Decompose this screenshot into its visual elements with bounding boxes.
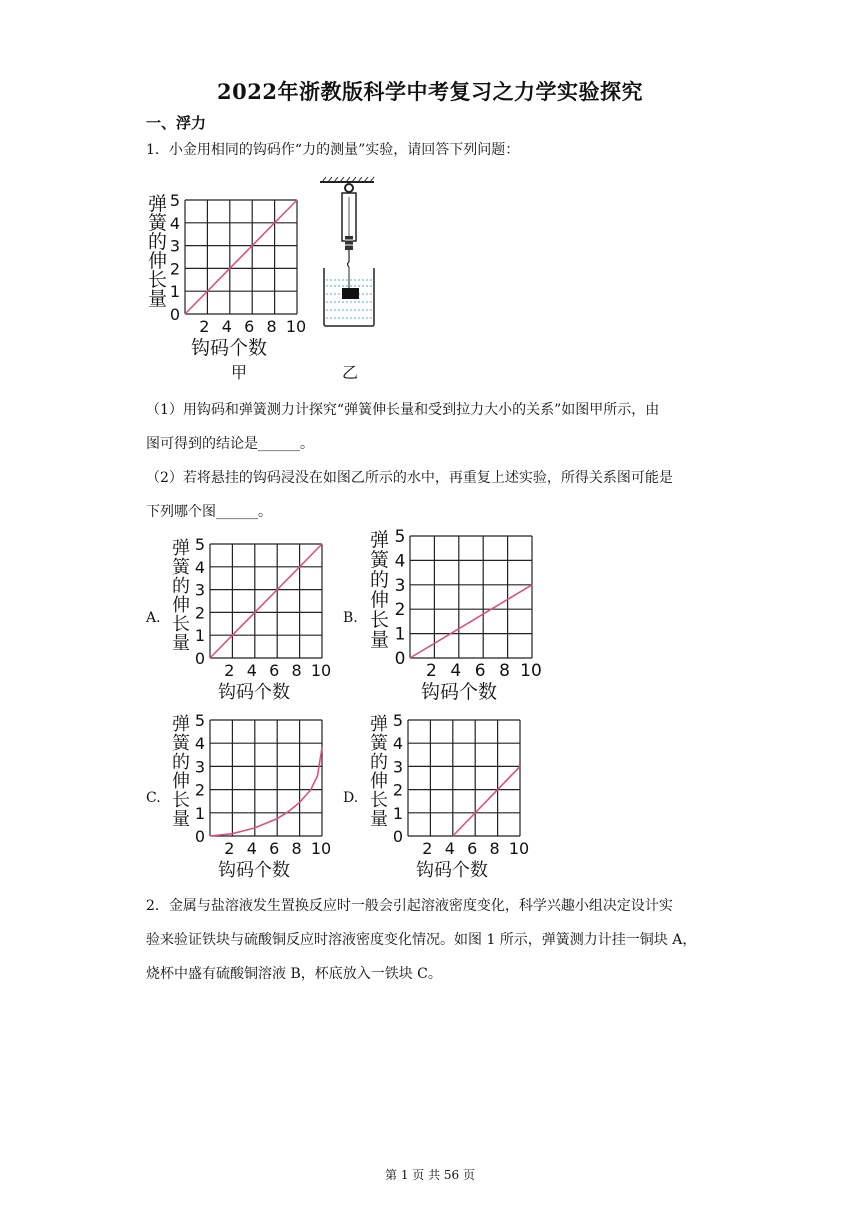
x-tick-label: 2 <box>422 839 433 858</box>
q1-part2-line1: （2）若将悬挂的钩码浸没在如图乙所示的水中，再重复上述实验，所得关系图可能是 <box>146 470 673 486</box>
y-tick-label: 3 <box>394 575 406 596</box>
x-tick-label: 10 <box>310 661 332 680</box>
y-tick-label: 4 <box>169 213 181 233</box>
x-axis-label: 钩码个数 <box>190 337 268 359</box>
x-tick-label: 10 <box>310 839 332 858</box>
y-tick-label: 2 <box>194 780 206 800</box>
x-axis-label: 钩码个数 <box>218 682 290 702</box>
y-tick-label: 2 <box>392 780 404 800</box>
y-tick-label: 0 <box>194 827 206 846</box>
x-tick-label: 6 <box>269 661 280 680</box>
spring-scale-icon <box>342 184 356 288</box>
y-tick-label: 5 <box>169 191 181 210</box>
x-axis-label: 钩码个数 <box>416 860 488 881</box>
y-tick-label: 3 <box>194 757 206 777</box>
y-axis-label: 弹簧的伸长量 <box>370 529 390 651</box>
option-d-label: D. <box>343 790 359 806</box>
x-tick-label: 8 <box>291 661 302 680</box>
x-tick-label: 2 <box>199 317 210 336</box>
q1-part2-line2: 下列哪个图______。 <box>146 504 272 520</box>
x-tick-label: 8 <box>489 839 500 858</box>
y-tick-label: 1 <box>169 282 181 302</box>
y-tick-label: 1 <box>194 626 206 646</box>
y-tick-label: 5 <box>194 712 206 730</box>
option-b-label: B. <box>343 610 358 626</box>
grid <box>410 536 532 658</box>
x-tick-label: 4 <box>450 661 462 681</box>
grid <box>408 720 520 836</box>
x-tick-label: 4 <box>246 661 257 680</box>
x-tick-label: 10 <box>285 317 307 336</box>
y-tick-label: 0 <box>392 827 404 846</box>
data-series-line <box>185 200 297 314</box>
option-a-label: A. <box>146 610 161 626</box>
q2-line3: 烧杯中盛有硫酸铜溶液 B，杯底放入一铁块 C。 <box>146 966 442 982</box>
x-axis-label: 钩码个数 <box>420 681 498 703</box>
y-tick-label: 3 <box>194 580 206 600</box>
y-tick-label: 4 <box>194 734 206 754</box>
x-tick-label: 10 <box>508 839 530 858</box>
x-tick-label: 6 <box>467 839 478 858</box>
y-tick-label: 2 <box>169 259 181 279</box>
q1-part1-line1: （1）用钩码和弹簧测力计探究“弹簧伸长量和受到拉力大小的关系”如图甲所示，由 <box>146 402 660 418</box>
x-tick-label: 2 <box>224 839 235 858</box>
y-tick-label: 5 <box>394 528 406 547</box>
y-tick-label: 3 <box>169 236 181 256</box>
y-tick-label: 2 <box>394 600 406 621</box>
q1-stem: 1．小金用相同的钩码作“力的测量”实验，请回答下列问题： <box>146 142 520 158</box>
data-series-line <box>210 748 322 836</box>
figure-label-yi: 乙 <box>342 363 359 382</box>
x-tick-label: 6 <box>474 661 486 681</box>
y-axis-label: 弹簧的伸长量 <box>370 714 388 830</box>
y-tick-label: 1 <box>194 803 206 823</box>
weight-block <box>342 288 359 299</box>
y-tick-label: 3 <box>392 757 404 777</box>
data-series-line <box>410 585 532 658</box>
x-tick-label: 2 <box>224 661 235 680</box>
figure-label-jia: 甲 <box>231 363 248 382</box>
spring-scale-water-figure <box>316 176 380 332</box>
y-tick-label: 2 <box>194 603 206 623</box>
y-axis-label: 弹簧的伸长量 <box>148 193 168 310</box>
y-tick-label: 4 <box>194 557 206 577</box>
x-tick-label: 8 <box>499 661 511 681</box>
chart-option-d <box>364 712 544 882</box>
section-heading: 一、浮力 <box>146 114 207 132</box>
chart-jia <box>140 188 310 380</box>
y-axis-label: 弹簧的伸长量 <box>172 538 190 654</box>
chart-option-b <box>364 528 554 708</box>
y-tick-label: 1 <box>394 624 406 645</box>
x-tick-label: 4 <box>221 317 232 336</box>
x-tick-label: 8 <box>266 317 277 336</box>
x-tick-label: 6 <box>244 317 255 336</box>
data-series-line <box>453 766 520 836</box>
page-title: 2022年浙教版科学中考复习之力学实验探究 <box>217 79 643 104</box>
y-tick-label: 0 <box>169 305 181 324</box>
x-tick-label: 10 <box>520 661 542 681</box>
grid <box>210 720 322 836</box>
q2-line1: 2．金属与盐溶液发生置换反应时一般会引起溶液密度变化，科学兴趣小组决定设计实 <box>146 898 673 914</box>
page-footer: 第 1 页 共 56 页 <box>385 1168 475 1182</box>
chart-option-a <box>166 532 346 702</box>
y-axis-label: 弹簧的伸长量 <box>172 714 190 830</box>
x-axis-label: 钩码个数 <box>218 860 290 881</box>
y-tick-label: 5 <box>194 535 206 554</box>
x-tick-label: 4 <box>444 839 455 858</box>
x-tick-label: 4 <box>246 839 257 858</box>
ceiling-mount <box>320 177 374 182</box>
y-tick-label: 5 <box>392 712 404 730</box>
y-tick-label: 0 <box>394 649 406 669</box>
x-tick-label: 8 <box>291 839 302 858</box>
option-c-label: C. <box>146 790 161 806</box>
x-tick-label: 2 <box>425 661 437 681</box>
y-tick-label: 1 <box>392 803 404 823</box>
y-tick-label: 4 <box>392 734 404 754</box>
q1-part1-line2: 图可得到的结论是______。 <box>146 436 314 452</box>
q2-line2: 验来验证铁块与硫酸铜反应时溶液密度变化情况。如图 1 所示，弹簧测力计挂一铜块 A， <box>146 932 697 948</box>
y-tick-label: 0 <box>194 649 206 668</box>
y-tick-label: 4 <box>394 551 406 572</box>
data-series-line <box>210 544 322 658</box>
chart-option-c <box>166 712 346 882</box>
x-tick-label: 6 <box>269 839 280 858</box>
